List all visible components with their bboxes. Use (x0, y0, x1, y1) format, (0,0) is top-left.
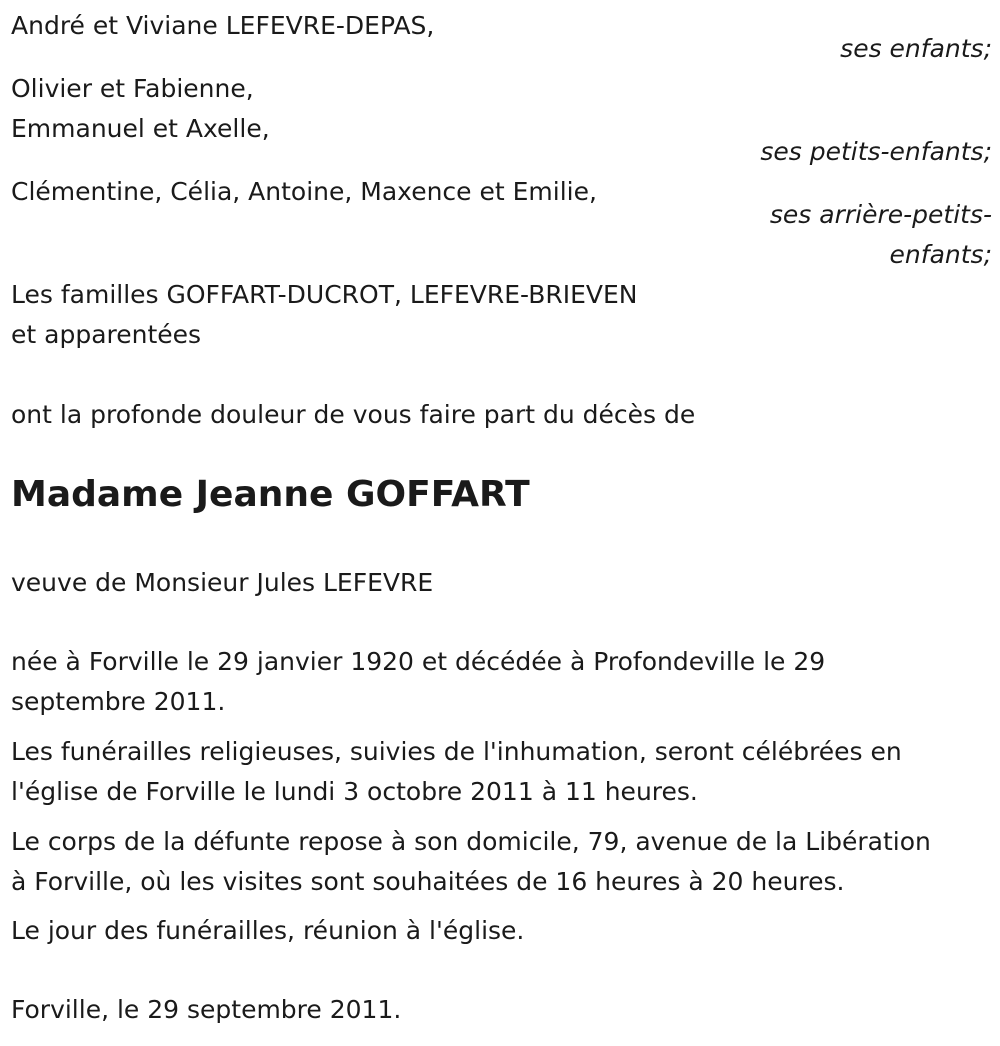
visitation-line-2: à Forville, où les visites sont souhaitées de 16 heures à 20 heures. (11, 867, 845, 896)
funeral-line-2: l'église de Forville le lundi 3 octobre 2011 à 11 heures. (11, 777, 698, 806)
birth-death-line-2: septembre 2011. (11, 687, 226, 716)
deceased-name: Madame Jeanne GOFFART (11, 474, 530, 515)
great-grandchildren-role-line-1: ses arrière-petits- (769, 200, 992, 229)
children-role: ses enfants; (840, 34, 992, 63)
grandchildren-line-1: Olivier et Fabienne, (11, 74, 254, 103)
meeting-note: Le jour des funérailles, réunion à l'église. (11, 916, 525, 945)
place-date: Forville, le 29 septembre 2011. (11, 995, 402, 1024)
great-grandchildren-names: Clémentine, Célia, Antoine, Maxence et Emilie, (11, 177, 597, 206)
children-names: André et Viviane LEFEVRE-DEPAS, (11, 11, 435, 40)
visitation-line-1: Le corps de la défunte repose à son domicile, 79, avenue de la Libération (11, 827, 931, 856)
families-line-1: Les familles GOFFART-DUCROT, LEFEVRE-BRIEVEN (11, 280, 638, 309)
funeral-line-1: Les funérailles religieuses, suivies de l'inhumation, seront célébrées en (11, 737, 902, 766)
birth-death-line-1: née à Forville le 29 janvier 1920 et décédée à Profondeville le 29 (11, 647, 826, 676)
families-line-2: et apparentées (11, 320, 202, 349)
announcement: ont la profonde douleur de vous faire part du décès de (11, 400, 696, 429)
grandchildren-role: ses petits-enfants; (760, 137, 992, 166)
grandchildren-line-2: Emmanuel et Axelle, (11, 114, 270, 143)
great-grandchildren-role-line-2: enfants; (889, 240, 992, 269)
widow-of: veuve de Monsieur Jules LEFEVRE (11, 568, 434, 597)
